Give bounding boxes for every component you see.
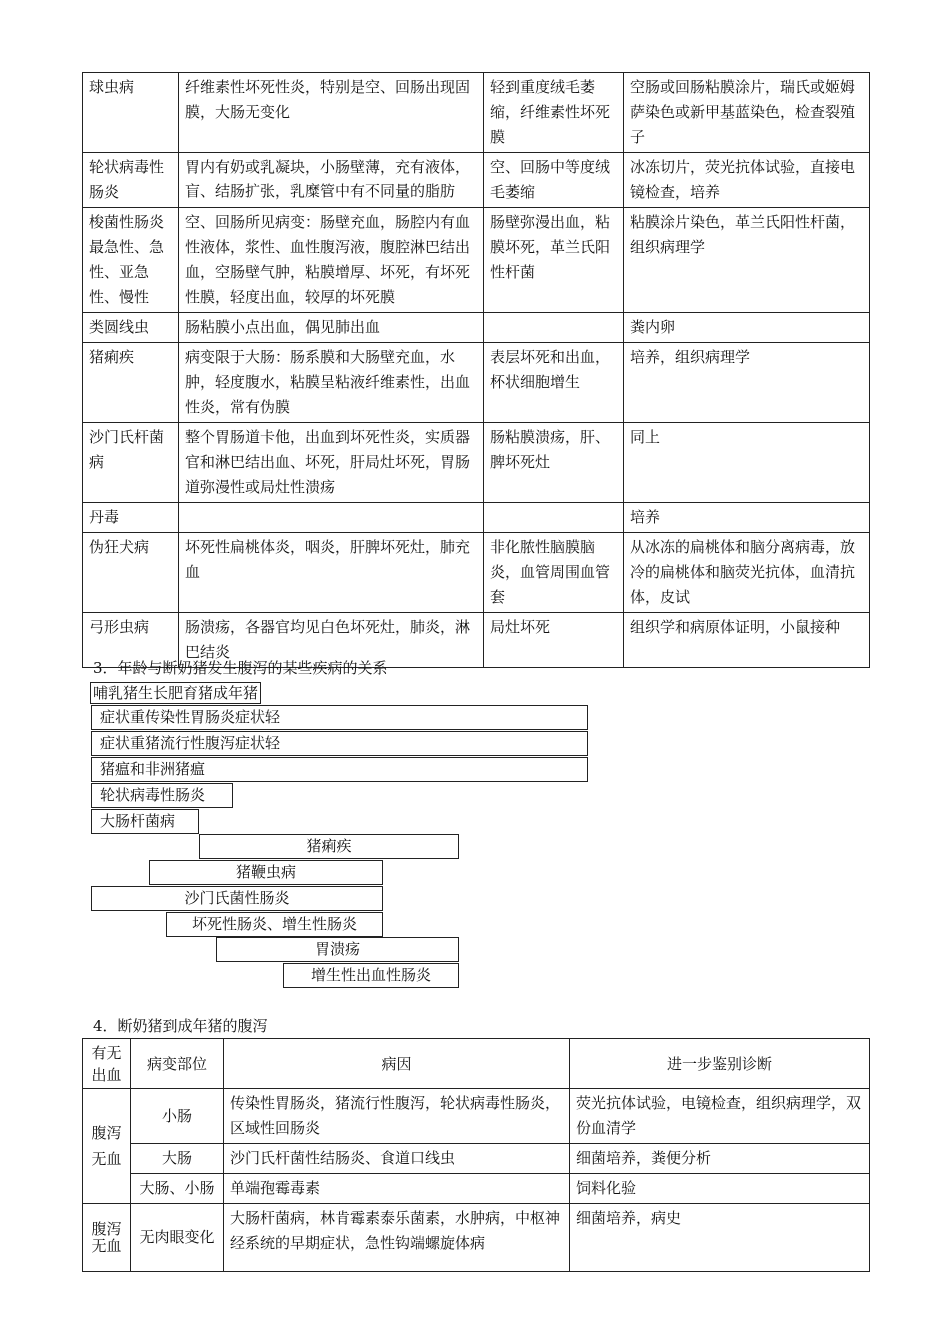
micro-lesion: [484, 503, 624, 533]
age-bar: 胃溃疡: [216, 937, 459, 962]
age-bar: 猪瘟和非洲猪瘟: [91, 757, 588, 782]
micro-lesion: [484, 313, 624, 343]
gross-lesion: 整个胃肠道卡他，出血到坏死性炎，实质器官和淋巴结出血、坏死，肝局灶坏死，胃肠道弥漫性或局灶性溃疡: [179, 423, 484, 503]
lesion-site: 大肠: [131, 1144, 224, 1174]
age-bar: 轮状病毒性肠炎: [91, 783, 233, 808]
age-axis-header: 哺乳猪生长肥育猪成年猪: [90, 682, 261, 704]
table-row: [83, 208, 870, 313]
gross-lesion: 病变限于大肠：肠系膜和大肠壁充血，水肿，轻度腹水，粘膜呈粘液纤维素性，出血性炎，常有伪膜: [179, 343, 484, 423]
diagnosis: 冰冻切片，荧光抗体试验，直接电镜检查，培养: [624, 153, 870, 208]
gross-lesion: 胃内有奶或乳凝块，小肠壁薄，充有液体，盲、结肠扩张，乳糜管中有不同量的脂肪: [179, 153, 484, 208]
gross-lesion: 肠粘膜小点出血，偶见肺出血: [179, 313, 484, 343]
micro-lesion: 肠粘膜溃疡，肝、脾坏死灶: [484, 423, 624, 503]
header-cause: 病因: [224, 1039, 570, 1089]
diagnosis: 组织学和病原体证明，小鼠接种: [624, 613, 870, 668]
table-row: [83, 1089, 870, 1144]
gross-lesion: 肠溃疡，各器官均见白色坏死灶，肺炎，淋巴结炎: [179, 613, 484, 668]
disease-name: 梭菌性肠炎最急性、急性、亚急性、慢性: [83, 208, 179, 313]
disease-name: 丹毒: [83, 503, 179, 533]
table-row: [83, 1204, 870, 1272]
micro-lesion: 表层坏死和出血，杯状细胞增生: [484, 343, 624, 423]
disease-name: 轮状病毒性肠炎: [83, 153, 179, 208]
diagnosis: 细菌培养，粪便分析: [570, 1144, 870, 1174]
disease-name: 猪痢疾: [83, 343, 179, 423]
micro-lesion: 非化脓性脑膜脑炎，血管周围血管套: [484, 533, 624, 613]
disease-name: 弓形虫病: [83, 613, 179, 668]
disease-lesion-table: [82, 72, 870, 668]
gross-lesion: [179, 503, 484, 533]
diagnosis: 粘膜涂片染色，革兰氏阳性杆菌，组织病理学: [624, 208, 870, 313]
gross-lesion: 坏死性扁桃体炎，咽炎，肝脾坏死灶，肺充血: [179, 533, 484, 613]
cause: 沙门氏杆菌性结肠炎、食道口线虫: [224, 1144, 570, 1174]
header-diagnosis: 进一步鉴别诊断: [570, 1039, 870, 1089]
age-bar: 猪痢疾: [199, 834, 459, 859]
gross-lesion: 纤维素性坏死性炎，特别是空、回肠出现固膜，大肠无变化: [179, 73, 484, 153]
disease-name: 沙门氏杆菌病: [83, 423, 179, 503]
header-bleeding: 有无出血: [83, 1039, 131, 1089]
group-label: 腹泻无血: [83, 1204, 131, 1272]
diagnosis: 荧光抗体试验，电镜检查，组织病理学，双份血清学: [570, 1089, 870, 1144]
table-row: [83, 1174, 870, 1204]
micro-lesion: 轻到重度绒毛萎缩，纤维素性坏死膜: [484, 73, 624, 153]
micro-lesion: 肠壁弥漫出血，粘膜坏死，革兰氏阳性杆菌: [484, 208, 624, 313]
micro-lesion: 局灶坏死: [484, 613, 624, 668]
table-header-row: [83, 1039, 870, 1089]
header-site: 病变部位: [131, 1039, 224, 1089]
diagnosis: 饲料化验: [570, 1174, 870, 1204]
cause: 传染性胃肠炎，猪流行性腹泻，轮状病毒性肠炎，区域性回肠炎: [224, 1089, 570, 1144]
micro-lesion: 空、回肠中等度绒毛萎缩: [484, 153, 624, 208]
diagnosis: 同上: [624, 423, 870, 503]
table-row: [83, 533, 870, 613]
table-row: [83, 313, 870, 343]
section-3-title: 3．年龄与断奶猪发生腹泻的某些疾病的关系: [93, 659, 388, 677]
diagnosis: 培养，组织病理学: [624, 343, 870, 423]
table-row: [83, 503, 870, 533]
age-bar: 坏死性肠炎、增生性肠炎: [166, 912, 383, 937]
cause: 大肠杆菌病，林肯霉素泰乐菌素，水肿病，中枢神经系统的早期症状，急性钩端螺旋体病: [224, 1204, 570, 1272]
disease-name: 伪狂犬病: [83, 533, 179, 613]
age-bar: 猪鞭虫病: [149, 860, 383, 885]
lesion-site: 大肠、小肠: [131, 1174, 224, 1204]
age-bar: 增生性出血性肠炎: [283, 963, 459, 988]
diagnosis: 空肠或回肠粘膜涂片，瑞氏或姬姆萨染色或新甲基蓝染色，检查裂殖子: [624, 73, 870, 153]
disease-name: 球虫病: [83, 73, 179, 153]
lesion-site: 无肉眼变化: [131, 1204, 224, 1272]
diarrhea-table: [82, 1038, 870, 1272]
group-label: 腹泻无血: [83, 1089, 131, 1204]
diagnosis: 细菌培养，病史: [570, 1204, 870, 1272]
diagnosis: 培养: [624, 503, 870, 533]
table-row: [83, 423, 870, 503]
lesion-site: 小肠: [131, 1089, 224, 1144]
age-bar: 大肠杆菌病: [91, 809, 199, 834]
age-bar: 症状重猪流行性腹泻症状轻: [91, 731, 588, 756]
section-4-title: 4．断奶猪到成年猪的腹泻: [93, 1017, 268, 1035]
table-row: [83, 153, 870, 208]
table-row: [83, 343, 870, 423]
gross-lesion: 空、回肠所见病变：肠壁充血，肠腔内有血性液体，浆性、血性腹泻液，腹腔淋巴结出血，空肠壁气肿，粘膜增厚、坏死，有坏死性膜，轻度出血，较厚的坏死膜: [179, 208, 484, 313]
diagnosis: 粪内卵: [624, 313, 870, 343]
cause: 单端孢霉毒素: [224, 1174, 570, 1204]
table-row: [83, 1144, 870, 1174]
table-row: [83, 73, 870, 153]
age-bar: 沙门氏菌性肠炎: [91, 886, 383, 911]
disease-name: 类圆线虫: [83, 313, 179, 343]
diagnosis: 从冰冻的扁桃体和脑分离病毒，放冷的扁桃体和脑荧光抗体，血清抗体，皮试: [624, 533, 870, 613]
age-bar: 症状重传染性胃肠炎症状轻: [91, 705, 588, 730]
